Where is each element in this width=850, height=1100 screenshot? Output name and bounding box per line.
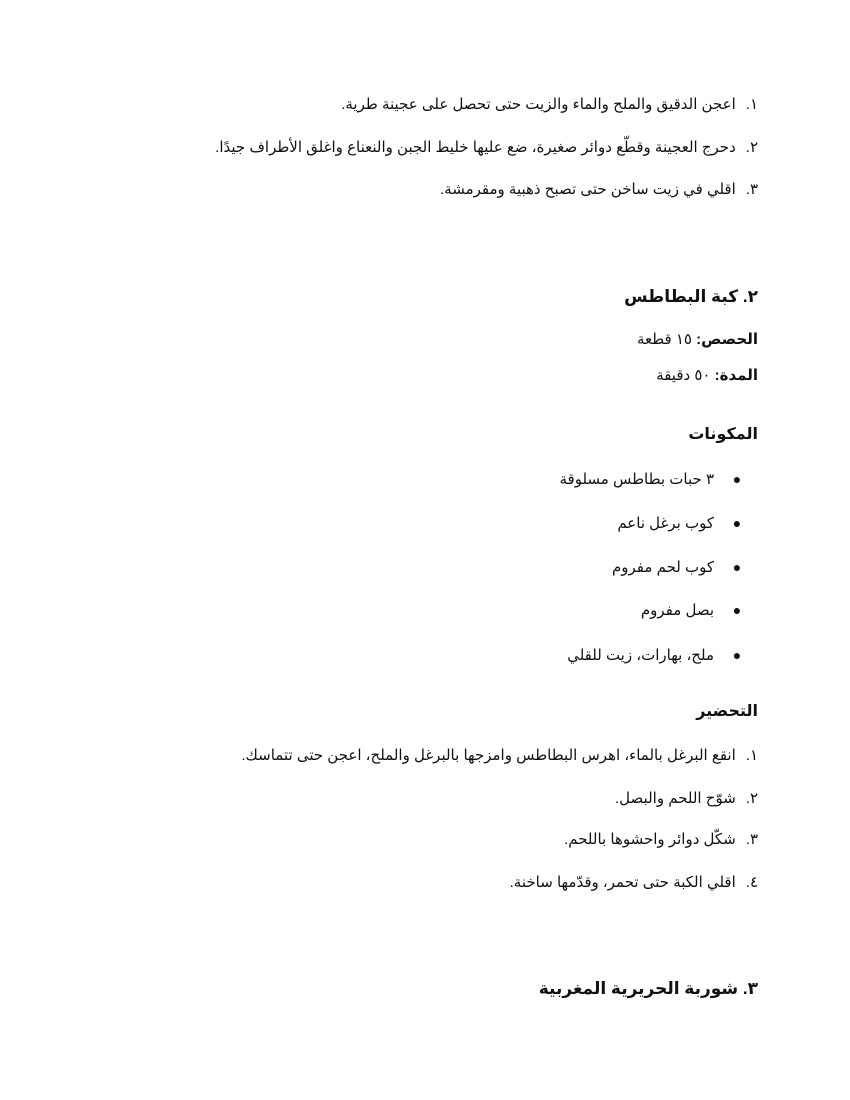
servings-line [637,330,758,350]
ingredient-text: كوب برغل ناعم [617,515,714,532]
duration-label: المدة: [714,367,758,384]
step-number: ٣. [745,181,758,198]
ingredients-heading: المكونات [688,426,758,443]
bullet-icon: ● [732,471,742,487]
bullet-icon: ● [732,602,742,618]
step-number: ٢. [745,139,758,156]
ingredient-item [641,600,742,621]
preparation-step [341,95,758,115]
ingredient-item [567,645,742,666]
step-text: دحرج العجينة وقطّع دوائر صغيرة، ضع عليها خليط الجبن والنعناع واغلق الأطراف جيدًا. [215,139,736,156]
ingredient-text: ٣ حبات بطاطس مسلوقة [559,471,714,488]
duration-value: ٥٠ دقيقة [656,367,711,384]
bullet-icon: ● [732,515,742,531]
recipe-title: ٢. كبة البطاطس [624,287,758,306]
preparation-step [564,830,758,850]
ingredient-text: كوب لحم مفروم [611,559,714,576]
bullet-icon: ● [732,647,742,663]
recipe-title: ٣. شوربة الحريرية المغربية [538,979,758,998]
step-number: ٣. [745,831,758,848]
preparation-step [241,746,758,766]
preparation-heading: التحضير [696,703,758,720]
duration-line [656,366,758,386]
ingredient-item [617,513,742,534]
step-number: ٢. [745,790,758,807]
bullet-icon: ● [732,559,742,575]
ingredient-text: ملح، بهارات، زيت للقلي [567,647,714,664]
step-number: ١. [745,747,758,764]
step-text: اقلي الكبة حتى تحمر، وقدّمها ساخنة. [509,874,736,891]
step-text: شكّل دوائر واحشوها باللحم. [564,831,736,848]
ingredient-text: بصل مفروم [640,602,714,619]
ingredient-item [559,469,742,490]
step-text: شوّح اللحم والبصل. [615,790,736,807]
step-text: اعجن الدقيق والملح والماء والزيت حتى تحصل على عجينة طرية. [341,96,736,113]
preparation-step [215,138,758,158]
preparation-step [615,789,758,809]
step-number: ١. [745,96,758,113]
step-text: اقلي في زيت ساخن حتى تصبح ذهبية ومقرمشة. [439,181,736,198]
step-text: انقع البرغل بالماء، اهرس البطاطس وامزجها بالبرغل والملح، اعجن حتى تتماسك. [241,747,736,764]
servings-label: الحصص: [696,331,758,348]
step-number: ٤. [745,874,758,891]
preparation-step [510,873,758,893]
preparation-step [440,180,758,200]
servings-value: ١٥ قطعة [636,331,692,348]
ingredient-item [612,557,742,578]
